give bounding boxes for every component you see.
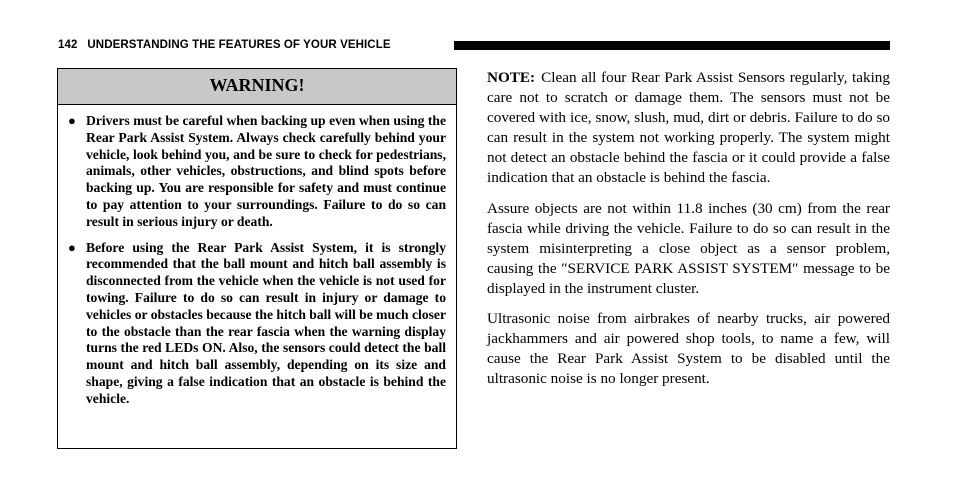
warning-item — [68, 113, 446, 231]
warning-title: WARNING! — [209, 75, 305, 95]
warning-item-text: Drivers must be careful when backing up even when using the Rear Park Assist System. Always check carefully behind your vehicle, look behind you, and be sure to check for pedestrians, animals, other vehicles, obstructions, and blind spots before backing up. You are responsible for safety and must continue to pay attention to your surroundings. Failure to do so can result in serious injury or death. — [86, 113, 446, 229]
header-text — [58, 37, 391, 53]
page-header — [58, 37, 890, 53]
warning-list — [68, 113, 446, 417]
page-number: 142 — [58, 39, 78, 51]
warning-title-bar — [58, 69, 456, 105]
warning-item-text: Before using the Rear Park Assist System, it is strongly recommended that the ball mount and hitch ball assembly is disconnected from the vehicle when the vehicle is not used for towing. Failure to do so can result in injury or damage to vehicles or obstacles because the hitch ball will be much closer to the obstacle than the rear fascia when the warning display turns the red LEDs ON. Also, the sensors could detect the ball mount and hitch ball assembly, depending on its size and shape, giving a false indication that an obstacle is behind the vehicle. — [86, 239, 446, 406]
distance-paragraph: Assure objects are not within 11.8 inches (30 cm) from the rear fascia while driving the vehicle. Failure to do so can result in the system misinterpreting a close object as a sensor problem, causing the ″SERVICE PARK ASSIST SYSTEM″ message to be displayed in the instrument cluster. — [487, 199, 890, 297]
note-label: NOTE: — [487, 69, 536, 86]
ultrasonic-noise-paragraph: Ultrasonic noise from airbrakes of nearby trucks, air powered jackhammers and air powered shop tools, to name a few, will cause the Rear Park Assist System to be disabled until the ultrasonic noise is no longer present. — [487, 310, 890, 388]
warning-item — [68, 240, 446, 408]
bullet-icon: ● — [68, 239, 76, 255]
bullet-icon: ● — [68, 113, 76, 128]
warning-box — [57, 68, 457, 449]
note-text: Clean all four Rear Park Assist Sensors regularly, taking care not to scratch or damage them. The sensors must not be covered with ice, snow, slush, mud, dirt or debris. Failure to do so can result in the system not working properly. The system might not detect an obstacle behind the fascia or it could provide a false indication that an obstacle is behind the fascia. — [487, 69, 890, 187]
right-column — [487, 68, 890, 399]
note-paragraph — [487, 68, 890, 189]
section-title: UNDERSTANDING THE FEATURES OF YOUR VEHICLE — [87, 39, 391, 51]
header-rule — [454, 41, 890, 50]
